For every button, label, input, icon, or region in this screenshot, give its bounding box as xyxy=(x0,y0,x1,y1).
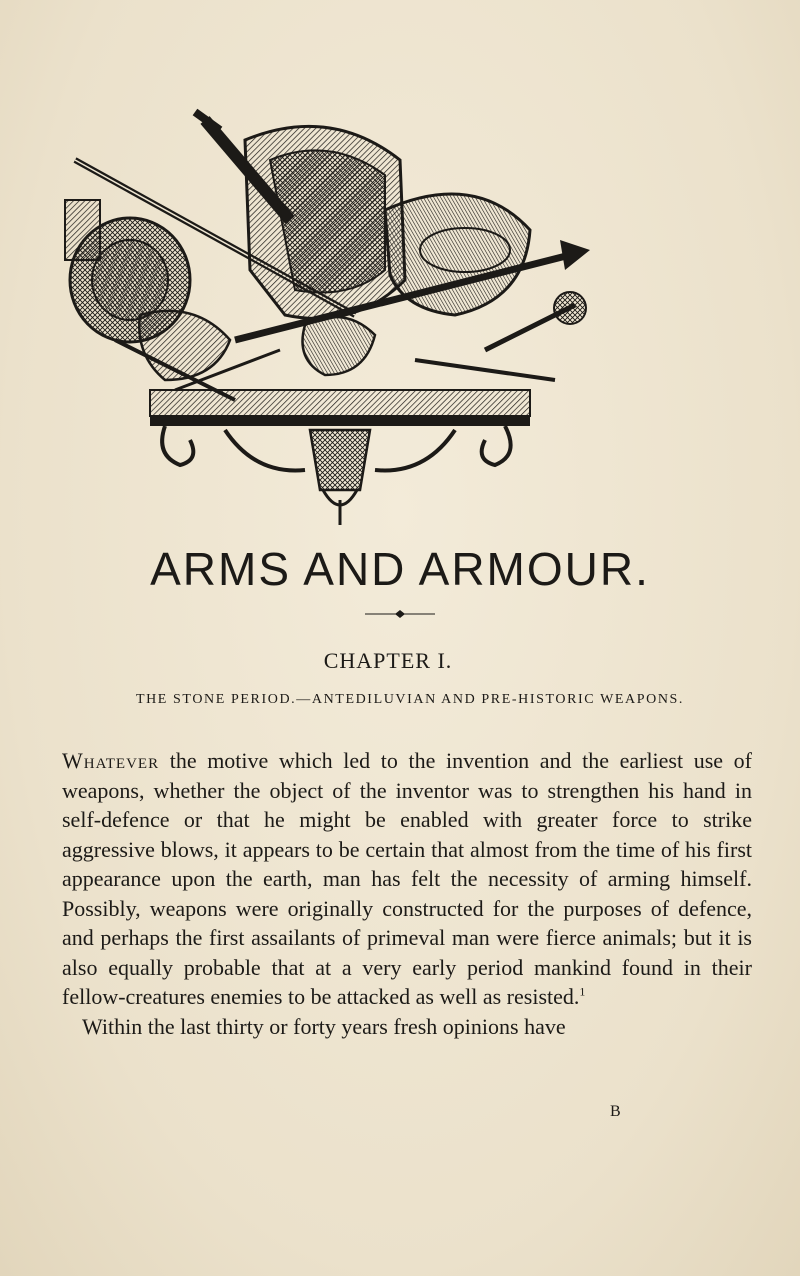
page-title: ARMS AND ARMOUR. xyxy=(150,543,650,595)
diamond-rule-icon xyxy=(365,608,435,620)
body-text xyxy=(62,746,752,1041)
footnote-reference: 1 xyxy=(579,984,586,999)
arms-trophy-engraving-icon xyxy=(55,100,595,530)
paragraph-1 xyxy=(62,746,752,1012)
chapter-subtitle: THE STONE PERIOD.—ANTEDILUVIAN AND PRE-HISTORIC WEAPONS. xyxy=(135,692,685,707)
paragraph-1-text: the motive which led to the invention and the earliest use of weapons, whether the object of the inventor was to strengthen his hand in self-defence or that he might be enabled with greater force to strike aggressive blows, it appears to be certain that almost from the time of his first appearance upon the earth, man has felt the necessity of arming himself. Possibly, weapons were originally constructed for the purposes of defence, and perhaps the first assailants of primeval man were fierce animals; but it is also equally probable that at a very early period mankind found in their fellow-creatures enemies to be attacked as well as resisted. xyxy=(62,748,752,1009)
signature-mark: B xyxy=(610,1103,621,1120)
chapter-heading: CHAPTER I. xyxy=(323,648,453,673)
paragraph-2: Within the last thirty or forty years fresh opinions have xyxy=(82,1013,566,1039)
paragraph-lead-word: Whatever xyxy=(62,748,160,773)
